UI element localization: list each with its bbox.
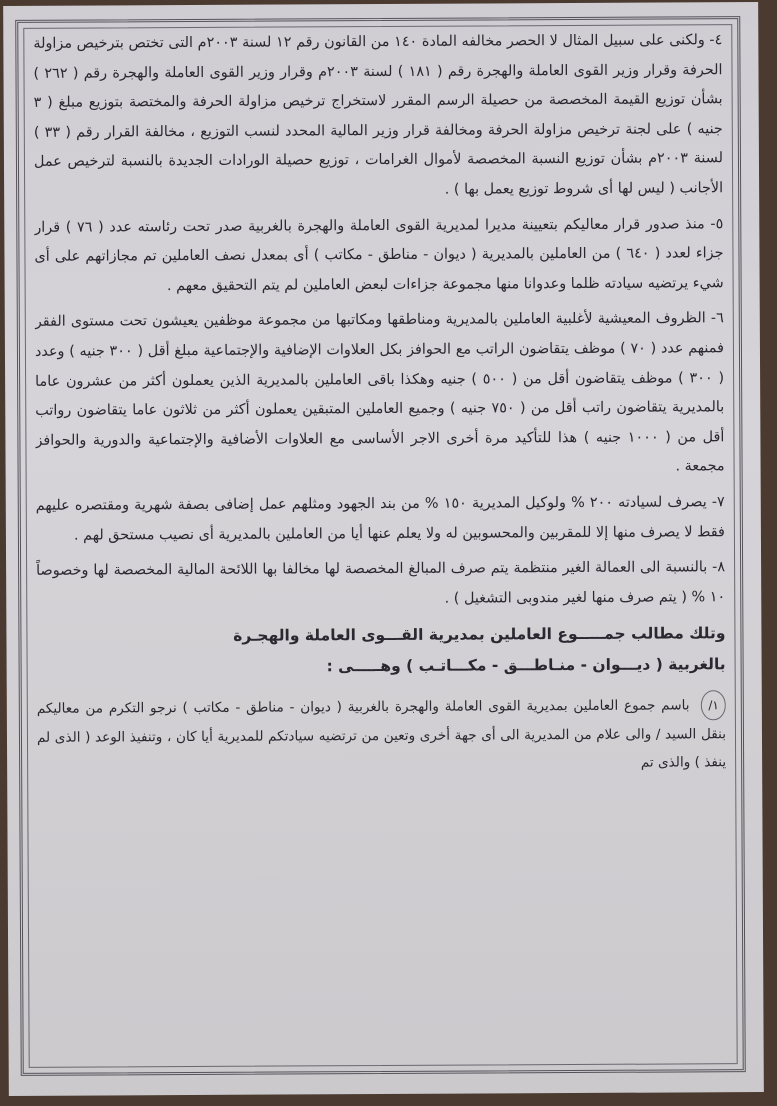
paragraph-4: ٤- ولكنى على سبيل المثال لا الحصر مخالفه المادة ١٤٠ من القانون رقم ١٢ لسنة ٢٠٠٣م التى تختص بترخيص مزاولة الحرفة وقرار وزير القوى العاملة والهجرة رقم ( ١٨١ ) لسنة ٢٠٠٣م وقرار وزير القوى العاملة والهجرة رقم ( ٢٦٢ ) بشأن توزيع القيمة المخصصة من حصيلة الرسم المقرر لاستخراج ترخيص مزاولة الحرفة والمختصة بتوزيع مبلغ ( ٣ جنيه ) على لجنة ترخيص مزاولة الحرفة ومخالفة قرار وزير المالية المحدد لنسب التوزيع ، مخالفة القرار رقم ( ٣٣ ) لسنة ٢٠٠٣م بشأن توزيع النسبة المخصصة لأموال الغرامات ، توزيع حصيلة الورادات الجديدة بالنسبة لترخيص عمل الأجانب ( ليس لها أى شروط توزيع يعمل بها ) . [33,32,724,198]
paragraph-5: ٥- منذ صدور قرار معاليكم بتعيينة مديرا لمديرية القوى العاملة والهجرة بالغربية صدر تحت رئاسته عدد ( ٧٦ ) قرار جزاء لعدد ( ٦٤٠ ) من العاملين بالمديرية ( ديوان - مناطق - مكاتب ) أى بمعدل نصف العاملين تم مجازاتهم على أى شيء يرتضيه سيادته ظلما وعدوانا منها مجموعة جزاءات لبعض العاملين لم يتم التحقيق معهم . [34,215,724,294]
closing-line-2: بالغربية ( ديـــوان - منـاطـــق - مكـــاتـب ) وهـــــى : [326,655,726,676]
paragraph-8: ٨- بالنسبة الى العمالة الغير منتظمة يتم صرف المبالغ المخصصة لها مخالفا بها اللائحة المالية المخصصة لها وخصوصاً ١٠ % ( يتم صرف منها لغير مندوبى التشغيل ) . [36,559,726,607]
closing-heading [36,618,725,684]
paragraph-6: ٦- الظروف المعيشية لأغلبية العاملين بالمديرية ومناطقها ومكاتبها من مجموعة موظفين يعيشون تحت مستوى الفقر فمنهم عدد ( ٧٠ ) موظف يتقاضون الراتب مع الحوافز بكل العلاوات الإضافية والإجتماعية مبلغ أقل ( ٣٠٠ جنيه ) وعدد ( ٣٠٠ ) موظف يتقاضون أقل من ( ٥٠٠ ) جنيه وهكذا باقى العاملين بالمديرية الذين يعملون أكثر من عشرون عاما بالمديرية يتقاضون راتب أقل من ( ٧٥٠ جنيه ) وجميع العاملين المتبقين يعملون أكثر من ثلاثون عاما يتقاضون رواتب أقل من ( ١٠٠٠ جنيه ) هذا للتأكيد مرة أخرى الاجر الأساسى مع العلاوات الأضافية والإجتماعية والدورية والحوافز مجمعة . [34,310,725,475]
demands-list [37,690,726,780]
item-number-mark: ١/ [701,690,726,720]
document-page [3,2,764,1096]
demand-item-1: باسم جموع العاملين بمديرية القوى العاملة والهجرة بالغربية ( ديوان - مناطق - مكاتب ) نرجو التكرم من معاليكم بنقل السيد / والى علام من المديرية الى أى جهة أخرى وتعين من ترتضيه سيادتكم للمديرية أيا كان ، وتنفيذ الوعد ( الذى لم ينفذ ) والذى تم [36,697,727,771]
document-body [33,26,727,1056]
closing-line-1: وتلك مطالب جمـــــوع العاملين بمديرية القـــوى العاملة والهجـرة [233,624,726,646]
paragraph-7: ٧- يصرف لسيادته ٢٠٠ % ولوكيل المديرية ١٥٠ % من بند الجهود ومثلهم عمل إضافى بصفة شهرية ومقتصره عليهم فقط لا يصرف منها إلا للمقربين والمحسوبين له ولا يعلم عنها أيا من العاملين بالمديرية أى نصيب مستحق لهم . [35,494,725,544]
